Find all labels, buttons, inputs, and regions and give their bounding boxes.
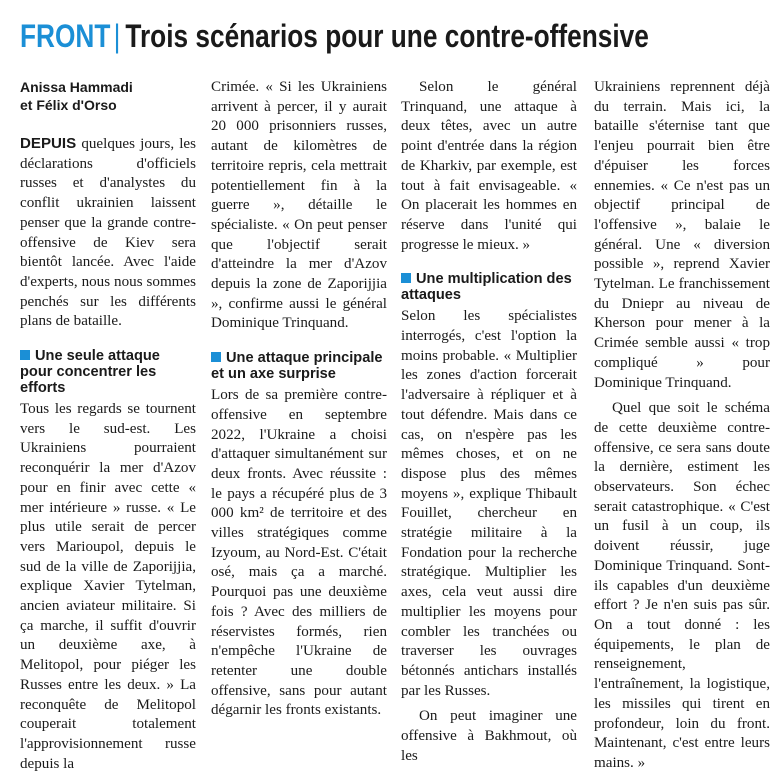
subhead-text: Une seule attaque pour concentrer les efforts [20, 348, 160, 397]
body-paragraph: Selon le général Trinquand, une attaque à deux têtes, avec un autre point d'entrée dans la région de Kharkiv, par exemple, est tout à fait envisageable. « On placerait les hommes en réserve dans l'unité qui progresse le mieux. » [401, 79, 577, 253]
headline-separator: | [113, 18, 121, 54]
body-paragraph: Ukrainiens reprennent déjà du terrain. Mais ici, la bataille s'éternise tant que l'enjeu pourrait bien être d'épuiser les forces ennemies. « Ce n'est pas un objectif principal de l'offensive », balaie le général. Une « diversion possible », reprend Xavier Tytelman. Le franchissement du Dniepr au niveau de Kherson pour mener à la Crimée semble aussi « trop compliqué » pour Dominique Trinquand. [594, 79, 770, 391]
column-2 [211, 78, 387, 721]
square-bullet-icon [211, 352, 221, 362]
byline [20, 78, 196, 114]
headline [20, 14, 649, 58]
body-paragraph: Tous les regards se tournent vers le sud-est. Les Ukrainiens pourraient reconquérir la mer d'Azov pour en finir avec cette « mer intérieure » russe. « Le plus utile serait de percer vers Marioupol, depuis le sud de la ville de Zaporijjia, explique Xavier Tytelman, ancien aviateur militaire. Si ça marche, il suffit d'ouvrir un deuxième axe, à Melitopol, pour piéger les Russes entre les deux. » La reconquête de Melitopol couperait totalement l'approvisionnement russe depuis la [20, 401, 196, 772]
author-1: Anissa Hammadi [20, 79, 133, 95]
section-kicker: FRONT [20, 18, 111, 54]
author-2: et Félix d'Orso [20, 97, 117, 113]
article-title: Trois scénarios pour une contre-offensive [125, 18, 649, 54]
subhead-text: Une attaque principale et un axe surprise [211, 350, 383, 383]
square-bullet-icon [401, 273, 411, 283]
body-paragraph: Quel que soit le schéma de cette deuxième contre-offensive, ce sera sans doute la dernière, estiment les observateurs. Son échec serait catastrophique. « C'est un fusil à un coup, ils doivent réussir, juge Dominique Trinquand. Sont-ils capables d'un deuxième effort ? Je n'en suis pas sûr. On a tout donné : les équipements, le plan de renseignement, l'entraînement, la logistique, les missiles qui tirent en profondeur, loin du front. Maintenant, c'est entre leurs mains. » [594, 400, 770, 771]
body-paragraph: Crimée. « Si les Ukrainiens arrivent à percer, il y aurait 20 000 prisonniers russes, autant de kilomètres de territoire repris, cela mettrait potentiellement fin à la guerre », détaille le spécialiste. « On peut penser que l'objectif serait d'atteindre la mer d'Azov depuis la zone de Zaporijjia », confirme aussi le général Dominique Trinquand. [211, 79, 387, 332]
subhead-text: Une multiplication des attaques [401, 271, 572, 304]
column-1 [20, 78, 196, 774]
column-3 [401, 78, 577, 767]
subhead-multiplication [401, 271, 577, 303]
column-4 [594, 78, 770, 774]
body-paragraph: Selon les spécialistes interrogés, c'est l'option la moins probable. « Multiplier les zones d'action forcerait l'adversaire à répliquer et à tout défendre. Mais dans ce cas, on n'espère pas les mêmes choses, et on ne dispose plus des mêmes moyens », explique Thibault Fouillet, chercheur en stratégie militaire à la Fondation pour la recherche stratégique. Multiplier les axes, cela veut aussi dire multiplier les moyens pour combler les tranchées ou traverser les ouvrages bétonnés antichars installés par les Russes. [401, 308, 577, 699]
body-paragraph: On peut imaginer une offensive à Bakhmout, où les [401, 708, 577, 764]
subhead-main-attack [211, 350, 387, 382]
intro-text: quelques jours, les déclarations d'officiels russes et d'analystes du conflit ukrainien laissent penser que la grande contre-offensive de Kiev sera bientôt lancée. Avec l'aide d'experts, nous nous sommes penchés sur les différents plans de bataille. [20, 136, 196, 330]
intro-paragraph [20, 134, 196, 332]
body-paragraph: Lors de sa première contre-offensive en septembre 2022, l'Ukraine a choisi d'attaquer simultanément sur deux fronts. Avec réussite : le pays a récupéré plus de 3 000 km² de territoire et des villes stratégiques comme Izyoum, au Nord-Est. C'était osé, mais ça a marché. Pourquoi pas une deuxième fois ? Avec des milliers de réservistes formés, rien n'empêche l'Ukraine de retenter une double offensive, sans pour autant dégarnir les fronts existants. [211, 387, 387, 719]
subhead-one-attack [20, 348, 196, 396]
lead-word: DEPUIS [20, 135, 77, 152]
square-bullet-icon [20, 350, 30, 360]
